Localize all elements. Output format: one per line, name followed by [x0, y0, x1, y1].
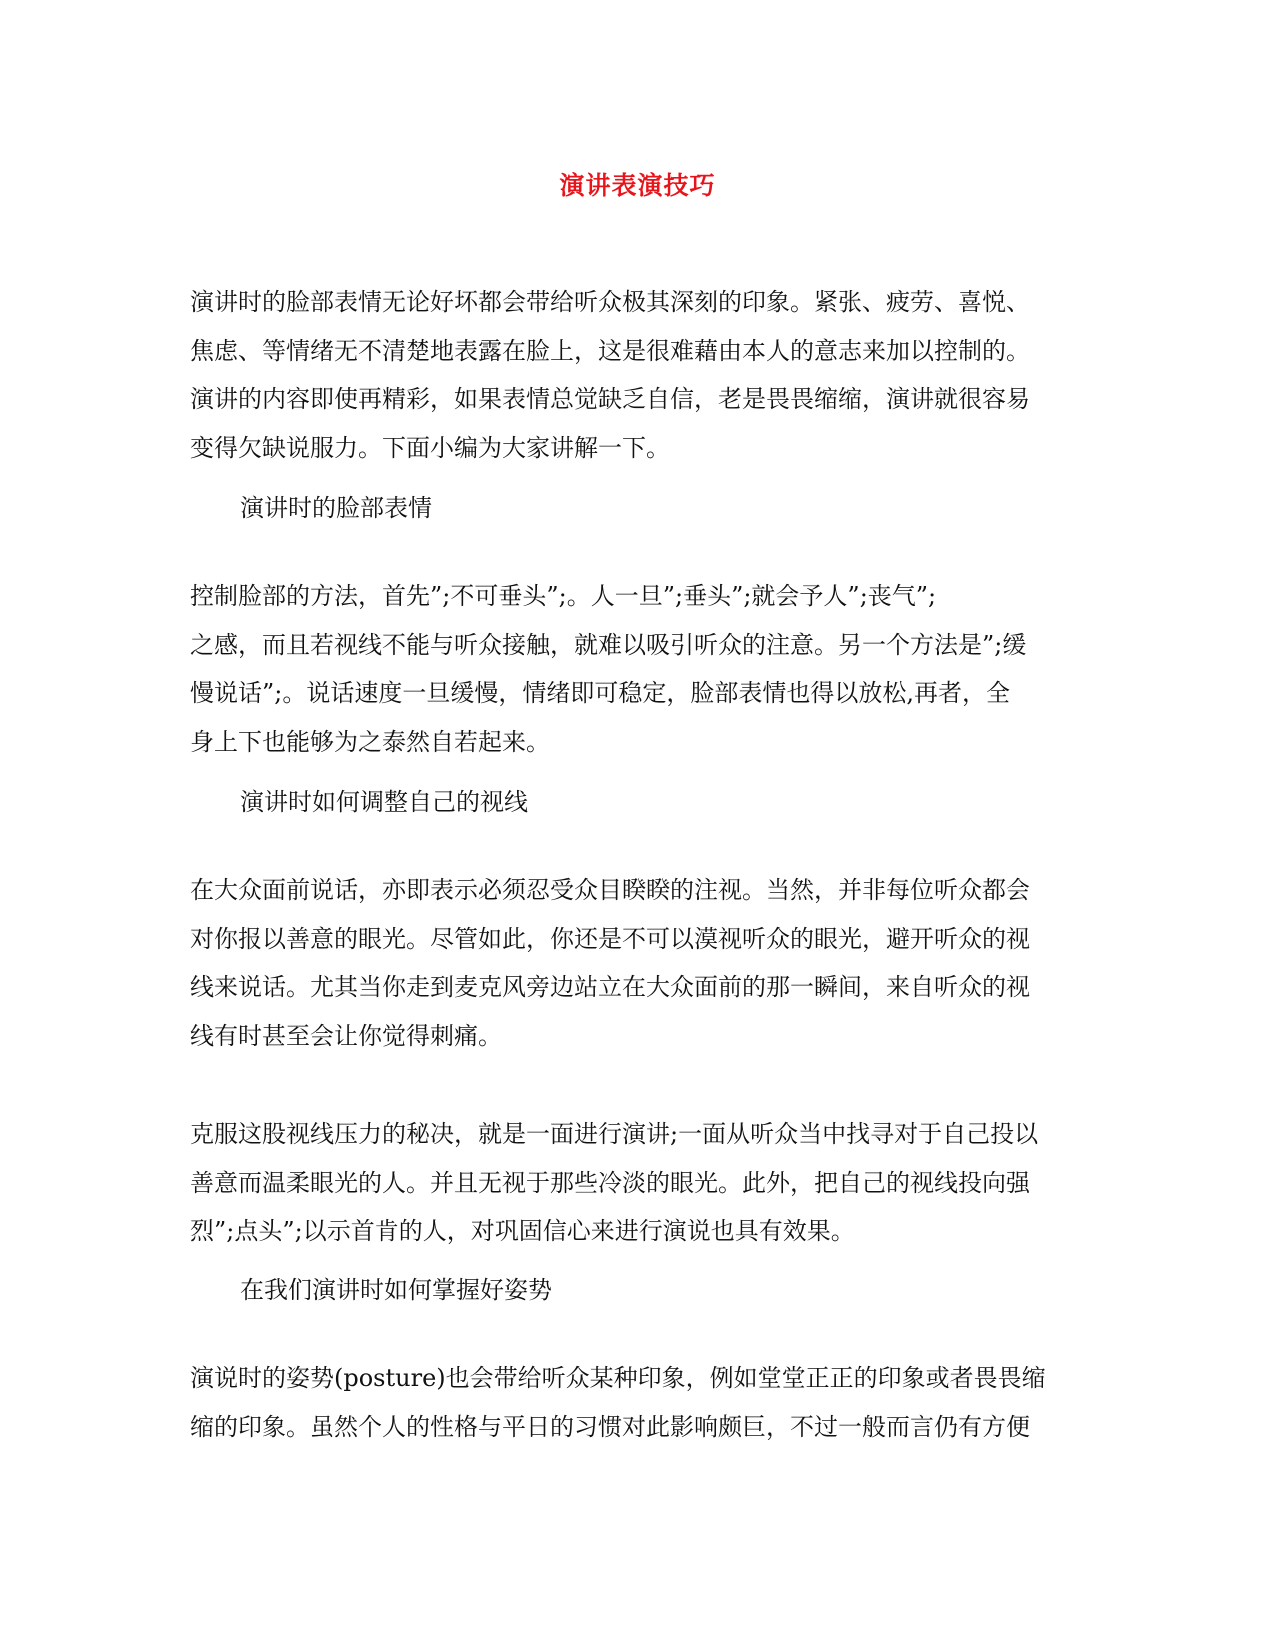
paragraph-line: 演讲的内容即使再精彩，如果表情总觉缺乏自信，老是畏畏缩缩，演讲就很容易 — [190, 385, 1030, 413]
paragraph-line: 控制脸部的方法，首先”;不可垂头”;。人一旦”;垂头”;就会予人”;丧气”; — [190, 582, 937, 610]
paragraph-line: 演说时的姿势(posture)也会带给听众某种印象，例如堂堂正正的印象或者畏畏缩 — [190, 1364, 1046, 1392]
paragraph-intro — [190, 278, 1090, 472]
paragraph-line: 缩的印象。虽然个人的性格与平日的习惯对此影响颇巨，不过一般而言仍有方便 — [190, 1412, 1030, 1441]
paragraph-line: 对你报以善意的眼光。尽管如此，你还是不可以漠视听众的眼光，避开听众的视 — [190, 924, 1030, 953]
paragraph-line: 之感，而且若视线不能与听众接触，就难以吸引听众的注意。另一个方法是”;缓 — [190, 630, 1027, 659]
paragraph-audience-gaze — [190, 866, 1090, 1060]
section-heading-facial-expression: 演讲时的脸部表情 — [240, 494, 432, 522]
section-heading-eye-contact: 演讲时如何调整自己的视线 — [240, 788, 528, 816]
paragraph-face-control — [190, 572, 1090, 766]
paragraph-line: 线来说话。尤其当你走到麦克风旁边站立在大众面前的那一瞬间，来自听众的视 — [190, 973, 1030, 1001]
paragraph-line: 身上下也能够为之泰然自若起来。 — [190, 727, 550, 756]
paragraph-line: 线有时甚至会让你觉得刺痛。 — [190, 1021, 502, 1050]
paragraph-line: 烈”;点头”;以示首肯的人，对巩固信心来进行演说也具有效果。 — [190, 1217, 855, 1245]
document-title: 演讲表演技巧 — [559, 171, 716, 200]
paragraph-gaze-pressure — [190, 1110, 1090, 1256]
paragraph-posture — [190, 1354, 1090, 1451]
paragraph-line: 演讲时的脸部表情无论好坏都会带给听众极其深刻的印象。紧张、疲劳、喜悦、 — [190, 288, 1030, 316]
paragraph-line: 在大众面前说话，亦即表示必须忍受众目睽睽的注视。当然，并非每位听众都会 — [190, 876, 1030, 904]
section-heading-posture: 在我们演讲时如何掌握好姿势 — [240, 1276, 552, 1304]
paragraph-line: 焦虑、等情绪无不清楚地表露在脸上，这是很难藉由本人的意志来加以控制的。 — [190, 336, 1030, 365]
paragraph-line: 慢说话”;。说话速度一旦缓慢，情绪即可稳定，脸部表情也得以放松,再者，全 — [190, 679, 1010, 707]
paragraph-line: 变得欠缺说服力。下面小编为大家讲解一下。 — [190, 433, 670, 462]
paragraph-line: 善意而温柔眼光的人。并且无视于那些冷淡的眼光。此外，把自己的视线投向强 — [190, 1168, 1030, 1197]
paragraph-line: 克服这股视线压力的秘决，就是一面进行演讲;一面从听众当中找寻对于自己投以 — [190, 1120, 1039, 1148]
